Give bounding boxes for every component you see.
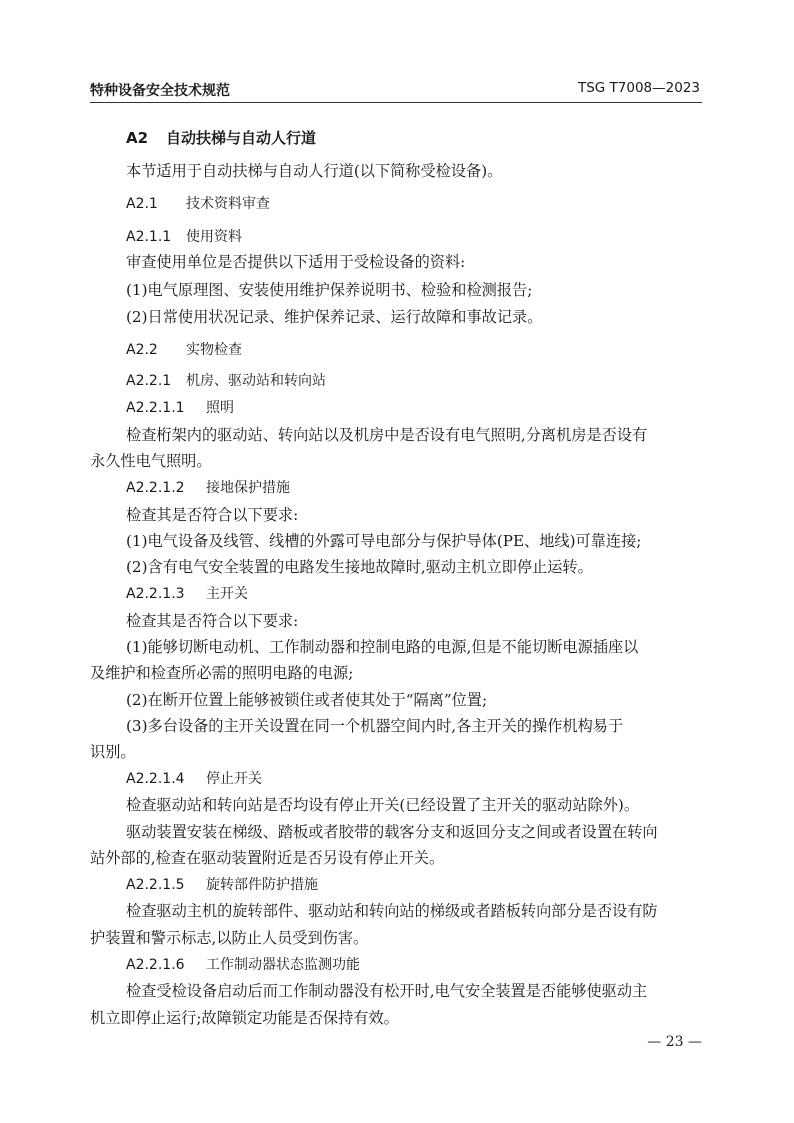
section-number: A2 xyxy=(126,129,149,147)
clause-heading xyxy=(126,584,248,604)
page-number: — 23 — xyxy=(647,1034,702,1050)
paragraph-line: 检查受检设备启动后而工作制动器没有松开时,电气安全装置是否能够使驱动主 xyxy=(126,982,648,1000)
paragraph-line: 检查驱动主机的旋转部件、驱动站和转向站的梯级或者踏板转向部分是否设有防 xyxy=(126,902,658,920)
list-item-continuation: 识别。 xyxy=(90,743,136,761)
heading-number: A2.2.1.2 xyxy=(126,480,185,496)
subsection-heading xyxy=(126,194,270,214)
paragraph-line: 驱动装置安装在梯级、踏板或者胶带的载客分支和返回分支之间或者设置在转向 xyxy=(126,823,658,841)
heading-number: A2.2.1.1 xyxy=(126,400,185,416)
heading-title: 工作制动器状态监测功能 xyxy=(206,957,360,973)
paragraph: 检查其是否符合以下要求: xyxy=(126,612,299,630)
heading-title: 照明 xyxy=(206,400,234,416)
clause-heading xyxy=(126,227,242,247)
paragraph: 检查驱动站和转向站是否均设有停止开关(已经设置了主开关的驱动站除外)。 xyxy=(126,796,640,814)
clause-heading xyxy=(126,875,318,895)
heading-title: 实物检查 xyxy=(186,342,242,358)
heading-title: 技术资料审查 xyxy=(186,196,270,212)
heading-title: 主开关 xyxy=(206,586,248,602)
clause-heading xyxy=(126,371,326,391)
list-item: (1)能够切断电动机、工作制动器和控制电路的电源,但是不能切断电源插座以 xyxy=(126,638,639,656)
header-doc-type: 特种设备安全技术规范 xyxy=(90,83,230,99)
heading-title: 停止开关 xyxy=(206,771,262,787)
clause-heading xyxy=(126,478,290,498)
list-item: (1)电气原理图、安装使用维护保养说明书、检验和检测报告; xyxy=(126,281,533,299)
section-heading xyxy=(126,128,316,148)
heading-number: A2.2.1.3 xyxy=(126,586,185,602)
paragraph-line: 站外部的,检查在驱动装置附近是否另设有停止开关。 xyxy=(90,849,445,867)
list-item: (2)在断开位置上能够被锁住或者使其处于“隔离”位置; xyxy=(126,691,488,709)
paragraph-line: 永久性电气照明。 xyxy=(90,452,212,470)
heading-number: A2.2.1 xyxy=(126,373,172,389)
heading-number: A2.1.1 xyxy=(126,229,172,245)
list-item: (3)多台设备的主开关设置在同一个机器空间内时,各主开关的操作机构易于 xyxy=(126,717,624,735)
header-doc-code: TSG T7008—2023 xyxy=(577,80,700,96)
heading-number: A2.2.1.6 xyxy=(126,957,185,973)
list-item: (1)电气设备及线管、线槽的外露可导电部分与保护导体(PE、地线)可靠连接; xyxy=(126,532,642,550)
section-title: 自动扶梯与自动人行道 xyxy=(166,129,317,147)
paragraph-line: 护装置和警示标志,以防止人员受到伤害。 xyxy=(90,929,369,947)
heading-number: A2.2 xyxy=(126,342,158,358)
paragraph-line: 机立即停止运行;故障锁定功能是否保持有效。 xyxy=(90,1009,399,1027)
list-item: (2)日常使用状况记录、维护保养记录、运行故障和事故记录。 xyxy=(126,308,543,326)
clause-heading xyxy=(126,955,360,975)
heading-number: A2.2.1.5 xyxy=(126,877,185,893)
running-header xyxy=(90,78,702,103)
paragraph: 本节适用于自动扶梯与自动人行道(以下简称受检设备)。 xyxy=(126,162,503,180)
paragraph-line: 检查桁架内的驱动站、转向站以及机房中是否设有电气照明,分离机房是否设有 xyxy=(126,426,648,444)
paragraph: 审查使用单位是否提供以下适用于受检设备的资料: xyxy=(126,253,466,271)
heading-title: 接地保护措施 xyxy=(206,480,290,496)
heading-title: 旋转部件防护措施 xyxy=(206,877,318,893)
heading-number: A2.1 xyxy=(126,196,158,212)
clause-heading xyxy=(126,398,234,418)
subsection-heading xyxy=(126,340,242,360)
heading-number: A2.2.1.4 xyxy=(126,771,185,787)
list-item: (2)含有电气安全装置的电路发生接地故障时,驱动主机立即停止运转。 xyxy=(126,558,593,576)
heading-title: 使用资料 xyxy=(186,229,242,245)
heading-title: 机房、驱动站和转向站 xyxy=(186,373,326,389)
clause-heading xyxy=(126,769,262,789)
list-item-continuation: 及维护和检查所必需的照明电路的电源; xyxy=(90,664,354,682)
paragraph: 检查其是否符合以下要求: xyxy=(126,506,299,524)
